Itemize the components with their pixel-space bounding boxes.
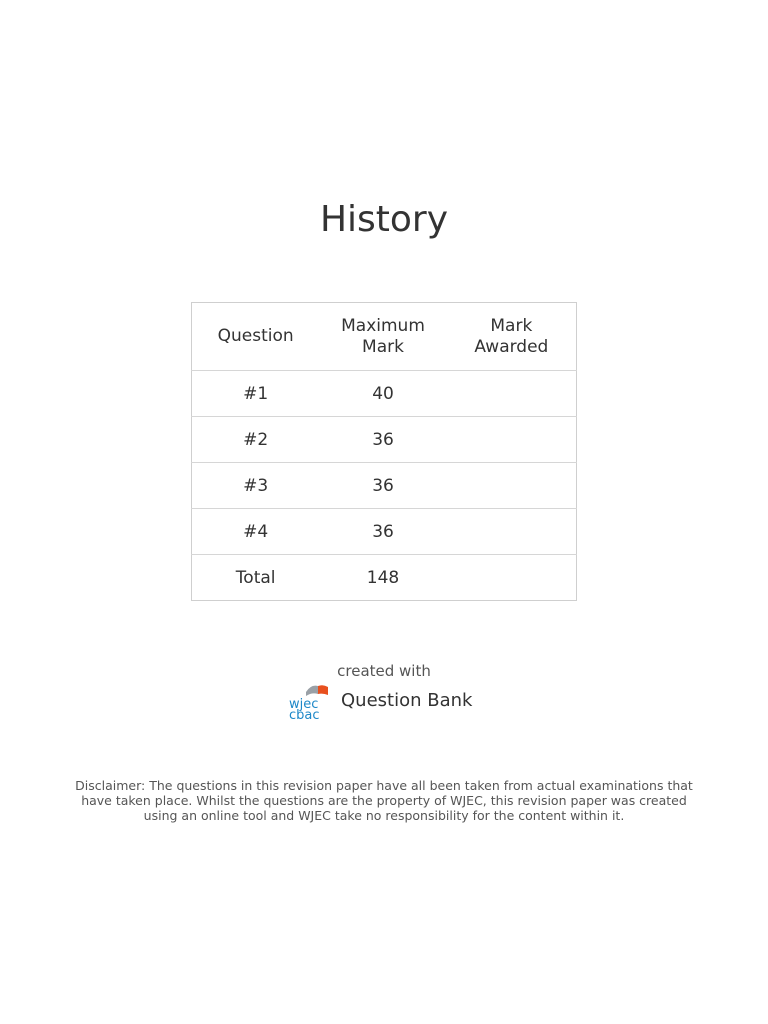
header-question-label: Question xyxy=(217,326,294,346)
cell-question: #4 xyxy=(192,509,320,555)
wjec-cbac-logo-icon xyxy=(288,680,328,720)
disclaimer-text: Disclaimer: The questions in this revision paper have all been taken from actual examinations that have taken place. Whilst the questions are the property of WJEC, this revision paper was created using an online tool and WJEC take no responsibility for the content within it. xyxy=(75,778,693,823)
brand-name: Question Bank xyxy=(341,689,473,711)
cell-question: #2 xyxy=(192,417,320,463)
cell-maximum-mark: 36 xyxy=(319,509,446,555)
table-row xyxy=(192,463,577,509)
logo-text-top: wjec xyxy=(289,697,319,712)
marks-table xyxy=(191,302,577,601)
header-maximum-mark-label: Maximum Mark xyxy=(341,315,425,357)
header-mark-awarded-label: Mark Awarded xyxy=(474,315,549,357)
table-header-row xyxy=(192,303,577,371)
header-question xyxy=(192,303,320,371)
logo-book-gray xyxy=(306,686,318,696)
created-with-label: created with xyxy=(337,662,431,680)
cell-maximum-mark: 148 xyxy=(366,567,400,588)
logo-text-bottom: cbac xyxy=(289,708,320,720)
table-row-total xyxy=(192,555,577,601)
cell-question: #1 xyxy=(192,371,320,417)
page-title: History xyxy=(319,199,449,240)
table-row xyxy=(192,509,577,555)
table-row xyxy=(192,417,577,463)
cell-mark-awarded xyxy=(447,509,577,555)
cell-question: #3 xyxy=(192,463,320,509)
cell-question: Total xyxy=(235,567,276,588)
cell-mark-awarded xyxy=(447,371,577,417)
header-maximum-mark xyxy=(319,303,446,371)
cell-mark-awarded xyxy=(447,555,577,601)
cell-mark-awarded xyxy=(447,417,577,463)
table-row xyxy=(192,371,577,417)
brand-row xyxy=(288,680,472,720)
wjec-cbac-logo xyxy=(288,680,328,720)
logo-book-orange xyxy=(318,685,328,695)
header-mark-awarded xyxy=(447,303,577,371)
cell-maximum-mark: 40 xyxy=(319,371,446,417)
cell-maximum-mark: 36 xyxy=(319,463,446,509)
cell-mark-awarded xyxy=(447,463,577,509)
cell-maximum-mark: 36 xyxy=(319,417,446,463)
